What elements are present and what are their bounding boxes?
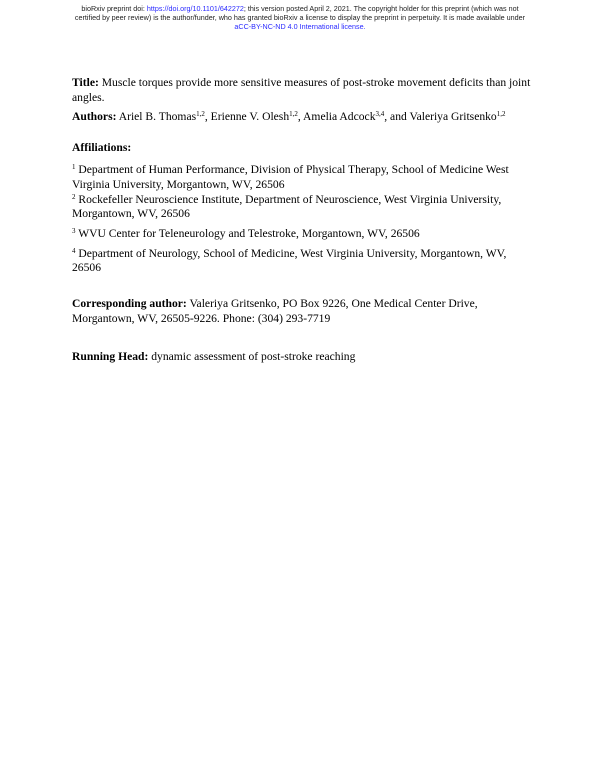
affiliation-1 [72,163,509,177]
separator: , [204,110,211,123]
affiliation-2 [72,193,501,207]
author-name: Erienne V. Olesh [210,110,290,123]
authors-label: Authors: [72,110,117,123]
running-head-label: Running Head: [72,350,149,363]
author-affil-sup: 1,2 [289,110,298,118]
affiliation-4 [72,247,506,261]
running-head [72,350,355,364]
notice-text: ; this version posted April 2, 2021. The copyright holder for this preprint (which was not [243,4,519,13]
affil-text: Rockefeller Neuroscience Institute, Department of Neuroscience, West Virginia University, [75,193,502,206]
title-line1 [72,76,530,90]
author-affil-sup: 1,2 [196,110,205,118]
affil-sup: 2 [72,193,76,201]
doi-link[interactable]: https://doi.org/10.1101/642272 [146,4,244,13]
authors-line [72,110,505,124]
separator: , and [384,110,410,123]
affil-sup: 1 [72,163,76,171]
affiliation-3 [72,227,420,241]
author-affil-sup: 3,4 [375,110,385,118]
title-label: Title: [72,76,99,89]
affiliation-1-line2: Virginia University, Morgantown, WV, 26506 [72,178,285,191]
separator: , [297,110,304,123]
author-affil-sup: 1,2 [496,110,506,118]
affil-text: Department of Human Performance, Division of Physical Therapy, School of Medicine West [75,163,509,176]
corresponding-text: Valeriya Gritsenko, PO Box 9226, One Medical Center Drive, [186,297,478,310]
affiliation-2-line2: Morgantown, WV, 26506 [72,207,190,220]
preprint-notice-line2: certified by peer review) is the author/funder, who has granted bioRxiv a license to display the preprint in perpetuity. It is made available under [74,13,526,22]
author-name: Amelia Adcock [303,110,376,123]
affil-sup: 4 [72,247,76,255]
notice-text: bioRxiv preprint doi: [81,4,147,13]
corresponding-line2: Morgantown, WV, 26505-9226. Phone: (304) 293-7719 [72,312,331,325]
affil-sup: 3 [72,227,76,235]
title-text: Muscle torques provide more sensitive measures of post-stroke movement deficits than joint [98,76,531,89]
affil-text: Department of Neurology, School of Medicine, West Virginia University, Morgantown, WV, [75,247,507,260]
author-name: Ariel B. Thomas [116,110,197,123]
affiliations-label: Affiliations: [72,141,132,154]
title-line2: angles. [72,91,105,104]
affil-text: WVU Center for Teleneurology and Telestroke, Morgantown, WV, 26506 [75,227,420,240]
author-name: Valeriya Gritsenko [409,110,497,123]
license-link[interactable]: aCC-BY-NC-ND 4.0 International license. [234,22,366,31]
affiliation-4-line2: 26506 [72,261,101,274]
running-head-text: dynamic assessment of post-stroke reaching [148,350,356,363]
corresponding-author [72,297,478,311]
preprint-notice-line1 [0,4,600,13]
corresponding-label: Corresponding author: [72,297,187,310]
